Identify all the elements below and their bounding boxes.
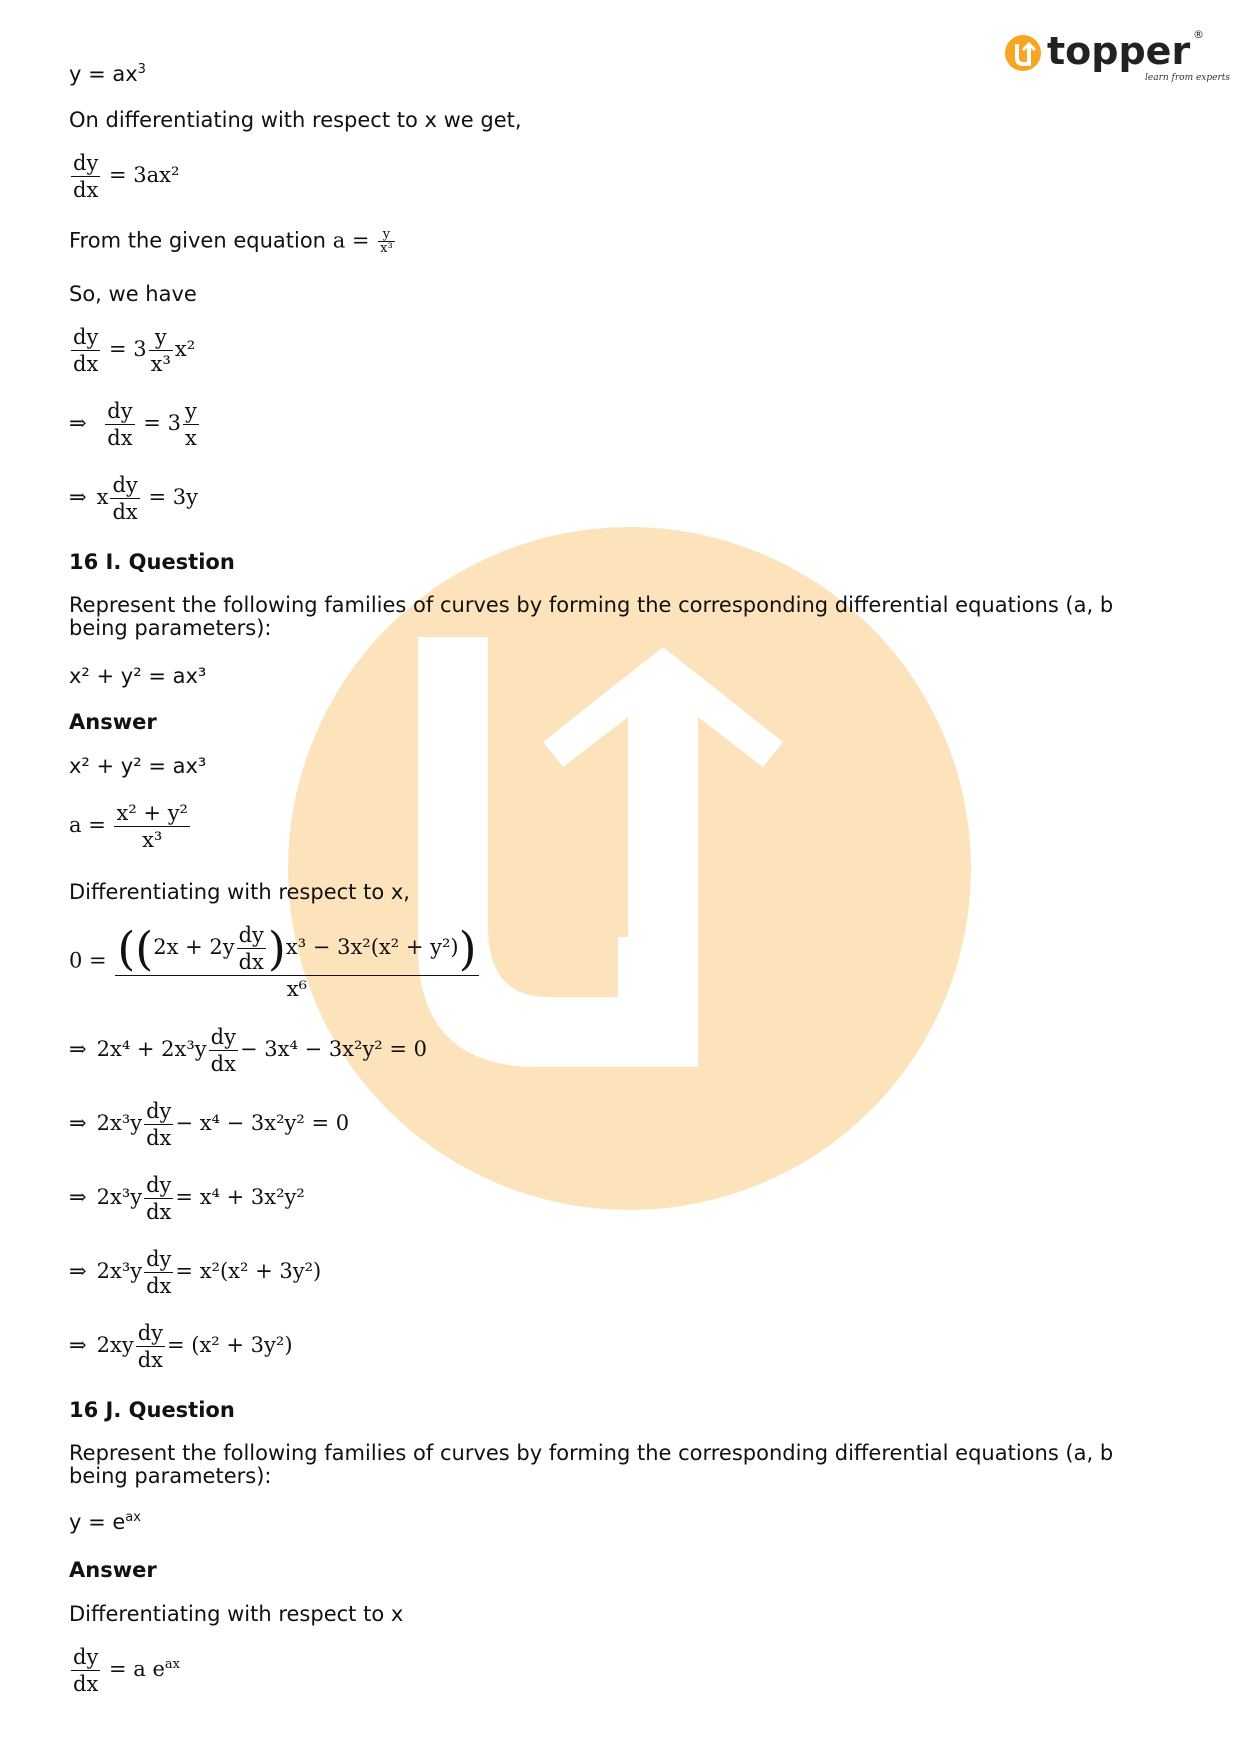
eq-step-c: ⇒ x $\frac{dy}{dx}$ = 3y [69, 473, 198, 524]
answer-1-equation: x² + y² = ax³ [69, 754, 207, 778]
eq-step-5: ⇒ 2xy $\frac{dy}{dx}$ = (x² + 3y²) [69, 1321, 293, 1372]
logo-tagline: learn from experts [1145, 73, 1231, 83]
topper-logo [1005, 28, 1231, 88]
eq-step-1: ⇒ 2x⁴ + 2x³y $\frac{dy}{dx}$ − 3x⁴ − 3x²y² = 0 [69, 1025, 428, 1076]
question-16i-heading: 16 I. Question [69, 550, 235, 574]
question-16i-text: Represent the following families of curves by forming the corresponding differential equations (a, b being parameters): [69, 593, 1114, 640]
question-16j-heading: 16 J. Question [69, 1398, 235, 1422]
text-diff-wrt-x-comma: Differentiating with respect to x, [69, 880, 410, 904]
answer-heading-2: Answer [69, 1558, 157, 1582]
text-given-equation: From the given equation a = $\frac{y}{\text{x³}}$ [69, 227, 393, 256]
eq-step-3: ⇒ 2x³y $\frac{dy}{dx}$ = x⁴ + 3x²y² [69, 1173, 305, 1224]
eq-dydx-3ax2: $\frac{dy}{dx}$ = 3ax² [73, 151, 180, 202]
eq-step-a: $\frac{dy}{dx}$ = 3 $\frac{y}{\text{x³}}$ x² [73, 325, 196, 376]
logo-text: topper [1047, 29, 1191, 73]
answer-heading-1: Answer [69, 710, 157, 734]
question-16j-equation: $y = e^{ax}$ [69, 1510, 141, 1534]
eq-step-b: ⇒ $\frac{dy}{dx}$ = 3 $\frac{y}{x}$ [69, 399, 197, 450]
eq-step-4: ⇒ 2x³y $\frac{dy}{dx}$ = x²(x² + 3y²) [69, 1247, 322, 1298]
eq-a-fraction: a = $\frac{\text{x² + y²}}{\text{x³}}$ [69, 801, 188, 852]
text-so-we-have: So, we have [69, 282, 197, 306]
u-arrow-icon [1005, 28, 1231, 88]
logo-reg: ® [1193, 28, 1204, 41]
eq-dydx-aeax: $\frac{dy}{dx}$ = a $e^{ax}$ [73, 1645, 181, 1696]
question-16i-equation: x² + y² = ax³ [69, 664, 207, 688]
question-16j-text: Represent the following families of curves by forming the corresponding differential equations (a, b being parameters): [69, 1441, 1114, 1488]
text-diff-wrt-x: Differentiating with respect to x [69, 1602, 404, 1626]
eq-y-ax3: $y = ax^3$ [69, 62, 146, 86]
text-differentiating: On differentiating with respect to x we get, [69, 108, 522, 132]
eq-zero-fraction: 0 = ((2x + 2y $\frac{dy}{dx}$ )x³ − 3x²(x² + y²)) x⁶ [69, 921, 477, 1001]
eq-step-2: ⇒ 2x³y $\frac{dy}{dx}$ − x⁴ − 3x²y² = 0 [69, 1099, 350, 1150]
